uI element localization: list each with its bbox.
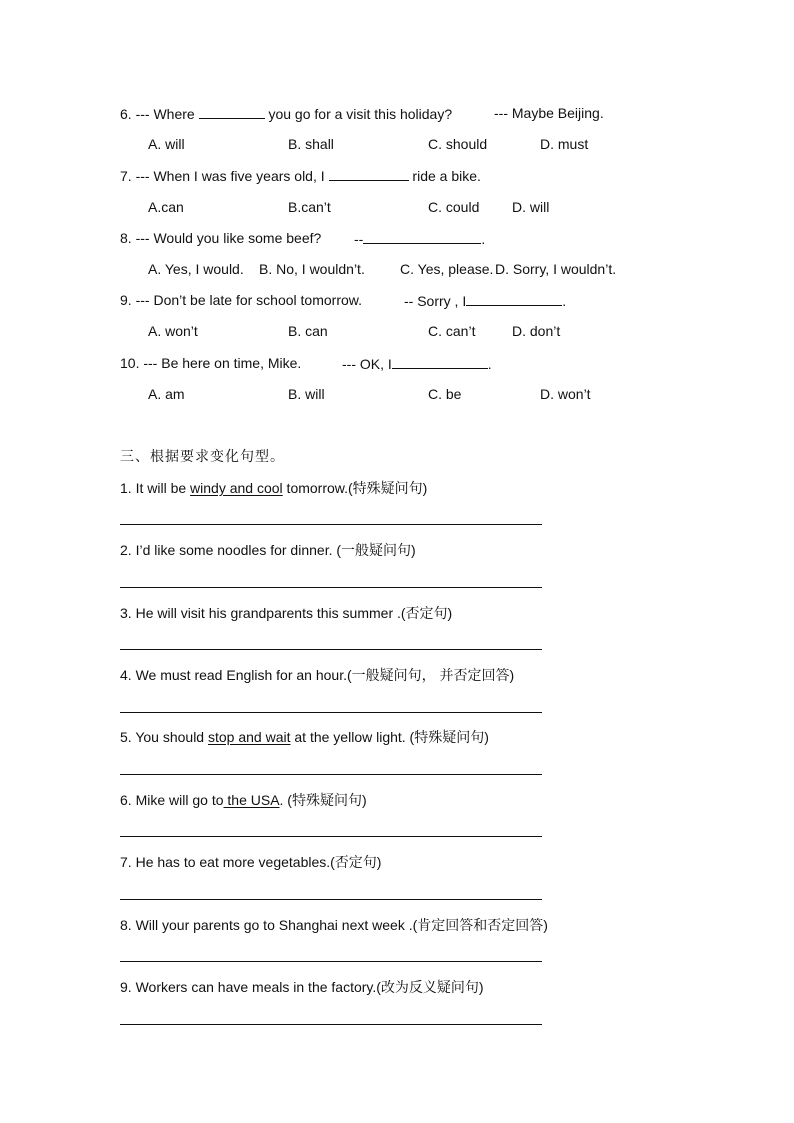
question-9 <box>120 291 362 309</box>
question-8-reply: -- . <box>354 231 486 247</box>
answer-blank[interactable] <box>392 354 488 369</box>
question-6-reply: --- Maybe Beijing. <box>494 105 604 121</box>
option-d[interactable]: D. Sorry, I wouldn’t. <box>495 261 617 277</box>
option-c[interactable]: C. Yes, please. <box>400 261 494 277</box>
answer-line[interactable] <box>120 649 542 650</box>
question-8 <box>120 229 321 247</box>
question-6 <box>120 104 452 123</box>
answer-line[interactable] <box>120 587 542 588</box>
transform-item-1: 1. It will be windy and cool tomorrow.(特殊疑问句) <box>120 480 428 496</box>
question-9-reply: -- Sorry , I . <box>404 293 567 309</box>
answer-line[interactable] <box>120 524 542 525</box>
transform-item-4: 4. We must read English for an hour.(一般疑问句， 并否定回答) <box>120 667 515 683</box>
option-c[interactable]: C. can’t <box>428 323 476 339</box>
option-c[interactable]: C. be <box>428 386 462 402</box>
option-d[interactable]: D. must <box>540 136 589 152</box>
answer-blank[interactable] <box>363 229 481 244</box>
answer-line[interactable] <box>120 1024 542 1025</box>
transform-item-5: 5. You should stop and wait at the yellow light. (特殊疑问句) <box>120 729 489 745</box>
question-stem: --- Where <box>135 106 199 122</box>
answer-line[interactable] <box>120 712 542 713</box>
option-c[interactable]: C. could <box>428 199 480 215</box>
option-a[interactable]: A.can <box>148 199 184 215</box>
question-number: 10. <box>120 355 140 371</box>
underlined-phrase: the USA <box>223 792 280 808</box>
section-title: 三、根据要求变化句型。 <box>120 448 285 464</box>
answer-blank[interactable] <box>466 291 562 306</box>
option-d[interactable]: D. will <box>512 199 550 215</box>
question-number: 6. <box>120 106 132 122</box>
option-a[interactable]: A. won’t <box>148 323 198 339</box>
option-b[interactable]: B. No, I wouldn’t. <box>259 261 365 277</box>
question-stem: --- Be here on time, Mike. <box>143 355 302 371</box>
answer-line[interactable] <box>120 836 542 837</box>
answer-blank[interactable] <box>329 166 409 181</box>
answer-blank[interactable] <box>199 104 265 119</box>
question-stem: --- When I was five years old, I <box>135 168 329 184</box>
transform-item-2: 2. I’d like some noodles for dinner. (一般疑问句) <box>120 542 416 558</box>
transform-item-7: 7. He has to eat more vegetables.(否定句) <box>120 854 382 870</box>
question-stem: --- Don’t be late for school tomorrow. <box>135 292 362 308</box>
option-d[interactable]: D. won’t <box>540 386 591 402</box>
transform-item-3: 3. He will visit his grandparents this summer .(否定句) <box>120 605 453 621</box>
option-a[interactable]: A. am <box>148 386 185 402</box>
question-stem: you go for a visit this holiday? <box>264 106 453 122</box>
underlined-phrase: windy and cool <box>190 480 283 496</box>
question-number: 7. <box>120 168 132 184</box>
question-10 <box>120 354 301 372</box>
transform-item-6: 6. Mike will go to the USA. (特殊疑问句) <box>120 792 367 808</box>
question-10-reply: --- OK, I . <box>342 356 492 372</box>
question-7 <box>120 166 481 185</box>
option-c[interactable]: C. should <box>428 136 488 152</box>
option-b[interactable]: B. shall <box>288 136 334 152</box>
answer-line[interactable] <box>120 774 542 775</box>
option-b[interactable]: B.can’t <box>288 199 331 215</box>
transform-item-8: 8. Will your parents go to Shanghai next week .(肯定回答和否定回答) <box>120 917 548 933</box>
option-b[interactable]: B. will <box>288 386 325 402</box>
answer-line[interactable] <box>120 961 542 962</box>
option-b[interactable]: B. can <box>288 323 328 339</box>
question-number: 9. <box>120 292 132 308</box>
transform-item-9: 9. Workers can have meals in the factory.(改为反义疑问句) <box>120 979 484 995</box>
question-number: 8. <box>120 230 132 246</box>
question-stem: --- Would you like some beef? <box>135 230 322 246</box>
option-a[interactable]: A. Yes, I would. <box>148 261 244 277</box>
option-d[interactable]: D. don’t <box>512 323 561 339</box>
question-stem: ride a bike. <box>408 168 481 184</box>
underlined-phrase: stop and wait <box>208 729 291 745</box>
option-a[interactable]: A. will <box>148 136 185 152</box>
answer-line[interactable] <box>120 899 542 900</box>
